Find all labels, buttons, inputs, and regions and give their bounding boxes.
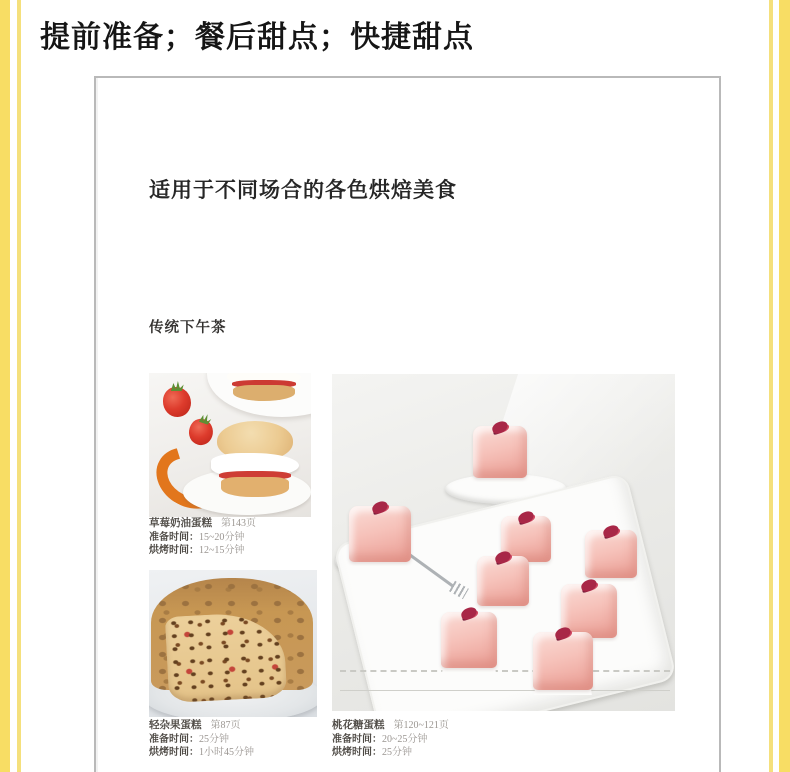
fondant-fancy-cake	[441, 612, 497, 668]
prep-time-value: 15~20分钟	[199, 531, 245, 543]
bake-time-label: 烘烤时间：	[332, 747, 382, 758]
recipe-name: 草莓奶油蛋糕	[149, 517, 212, 529]
linen-stitching	[340, 670, 670, 672]
bake-time-label: 烘烤时间：	[149, 747, 199, 758]
prep-time-label: 准备时间：	[332, 733, 382, 745]
fondant-fancy-cake	[349, 506, 411, 562]
fondant-fancy-cake	[585, 530, 637, 578]
banner-heading: 提前准备；餐后甜点；快捷甜点	[40, 21, 474, 54]
prep-time-value: 20~25分钟	[382, 733, 428, 745]
left-outer-yellow-stripe	[0, 0, 10, 772]
section-heading-afternoon-tea: 传统下午茶	[149, 320, 227, 336]
page-title: 适用于不同场合的各色烘焙美食	[149, 178, 457, 202]
bake-time-value: 12~15分钟	[199, 545, 245, 556]
recipe-page-ref: 第120~121页	[393, 720, 449, 731]
linen-hem-line	[340, 690, 670, 691]
right-outer-yellow-stripe	[779, 0, 790, 772]
prep-time-label: 准备时间：	[149, 531, 199, 543]
bake-time-value: 1小时45分钟	[199, 747, 254, 758]
recipe-page-ref: 第143页	[221, 518, 256, 529]
fondant-fancy-cake	[473, 426, 527, 478]
prep-time-label: 准备时间：	[149, 733, 199, 745]
right-inner-yellow-stripe	[769, 0, 773, 772]
strawberry-cream-scone	[211, 421, 299, 507]
bake-time-label: 烘烤时间：	[149, 545, 199, 556]
recipe-name: 桃花糖蛋糕	[332, 719, 385, 731]
recipe-caption-fondant-fancies	[332, 719, 562, 760]
recipe-page-ref: 第87页	[210, 720, 241, 731]
prep-time-value: 25分钟	[199, 733, 229, 745]
book-page	[94, 76, 721, 772]
bake-time-value: 25分钟	[382, 747, 412, 758]
fondant-fancies-photo	[332, 374, 675, 711]
left-inner-yellow-stripe	[17, 0, 21, 772]
fruit-cake-photo	[149, 570, 317, 717]
strawberry	[163, 387, 191, 417]
strawberry-cream-cake-photo	[149, 373, 311, 517]
recipe-name: 轻杂果蛋糕	[149, 719, 202, 731]
fondant-fancy-cake	[533, 632, 593, 690]
fondant-fancy-cake	[477, 556, 529, 606]
